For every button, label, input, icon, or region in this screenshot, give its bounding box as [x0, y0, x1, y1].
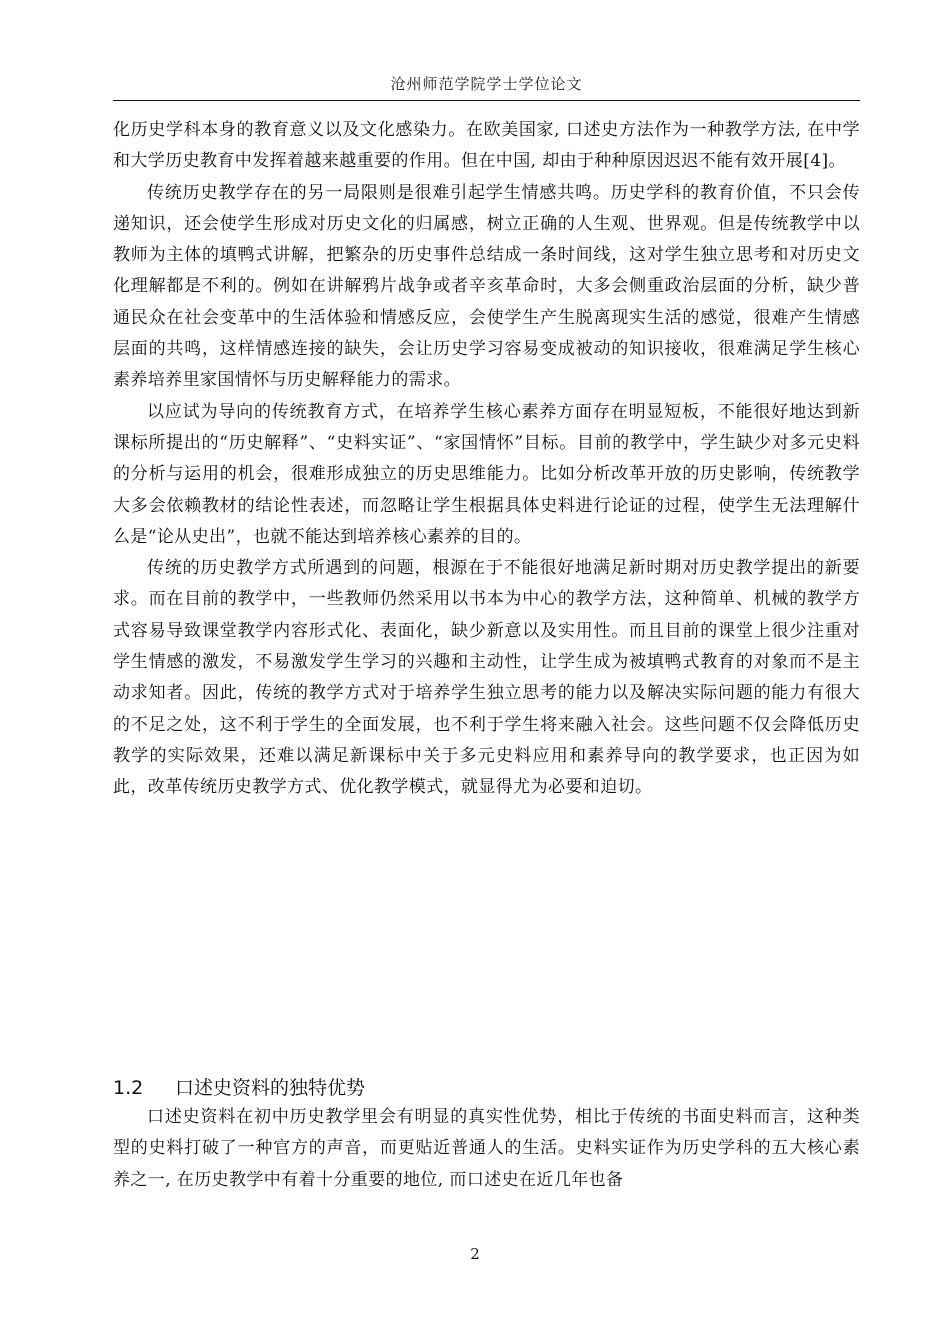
section-heading: [113, 1073, 860, 1100]
paragraph-continued: 化历史学科本身的教育意义以及文化感染力。在欧美国家, 口述史方法作为一种教学方法, 在中学和大学历史教育中发挥着越来越重要的作用。但在中国, 却由于种种原因迟迟不能有效开展[4]。: [113, 120, 860, 172]
paragraph-exam-oriented: 以应试为导向的传统教育方式，在培养学生核心素养方面存在明显短板，不能很好地达到新课标所提出的“历史解释”、“史料实证”、“家国情怀”目标。目前的教学中，学生缺少对多元史料的分析与运用的机会，很难形成独立的历史思维能力。比如分析改革开放的历史影响，传统教学大多会依赖教材的结论性表述，而忽略让学生根据具体史料进行论证的过程，使学生无法理解什么是“论从史出”，也就不能达到培养核心素养的目的。: [113, 401, 860, 547]
page-number: 2: [470, 1245, 480, 1263]
header-divider: [113, 100, 860, 101]
paragraph-emotional-resonance: 传统历史教学存在的另一局限则是很难引起学生情感共鸣。历史学科的教育价值，不只会传递知识，还会使学生形成对历史文化的归属感，树立正确的人生观、世界观。但是传统教学中以教师为主体的填鸭式讲解，把繁杂的历史事件总结成一条时间线，这对学生独立思考和对历史文化理解都是不利的。例如在讲解鸦片战争或者辛亥革命时，大多会侧重政治层面的分析，缺少普通民众在社会变革中的生活体验和情感反应，会使学生产生脱离现实生活的感觉，很难产生情感层面的共鸣，这样情感连接的缺失，会让历史学习容易变成被动的知识接收，很难满足学生核心素养培养里家国情怀与历史解释能力的需求。: [113, 182, 860, 391]
section-body: [113, 1102, 860, 1196]
paragraph-root-causes: 传统的历史教学方式所遇到的问题，根源在于不能很好地满足新时期对历史教学提出的新要求。而在目前的教学中，一些教师仍然采用以书本为中心的教学方法，这种简单、机械的教学方式容易导致课堂教学内容形式化、表面化，缺少新意以及实用性。而且目前的课堂上很少注重对学生情感的激发，不易激发学生学习的兴趣和主动性，让学生成为被填鸭式教育的对象而不是主动求知者。因此，传统的教学方式对于培养学生独立思考的能力以及解决实际问题的能力有很大的不足之处，这不利于学生的全面发展，也不利于学生将来融入社会。这些问题不仅会降低历史教学的实际效果，还难以满足新课标中关于多元史料应用和素养导向的教学要求，也正因为如此，改革传统历史教学方式、优化教学模式，就显得尤为必要和迫切。: [113, 558, 860, 798]
document-body: [113, 115, 860, 804]
section-title: 口述史资料的独特优势: [175, 1077, 366, 1099]
paragraph-oral-history-advantage: 口述史资料在初中历史教学里会有明显的真实性优势，相比于传统的书面史料而言，这种类型的史料打破了一种官方的声音，而更贴近普通人的生活。史料实证作为历史学科的五大核心素养之一, 在历史教学中有着十分重要的地位, 而口述史在近几年也备: [113, 1107, 860, 1190]
page-header-title: 沧州师范学院学士学位论文: [390, 75, 583, 93]
section-number: 1.2: [113, 1077, 144, 1099]
